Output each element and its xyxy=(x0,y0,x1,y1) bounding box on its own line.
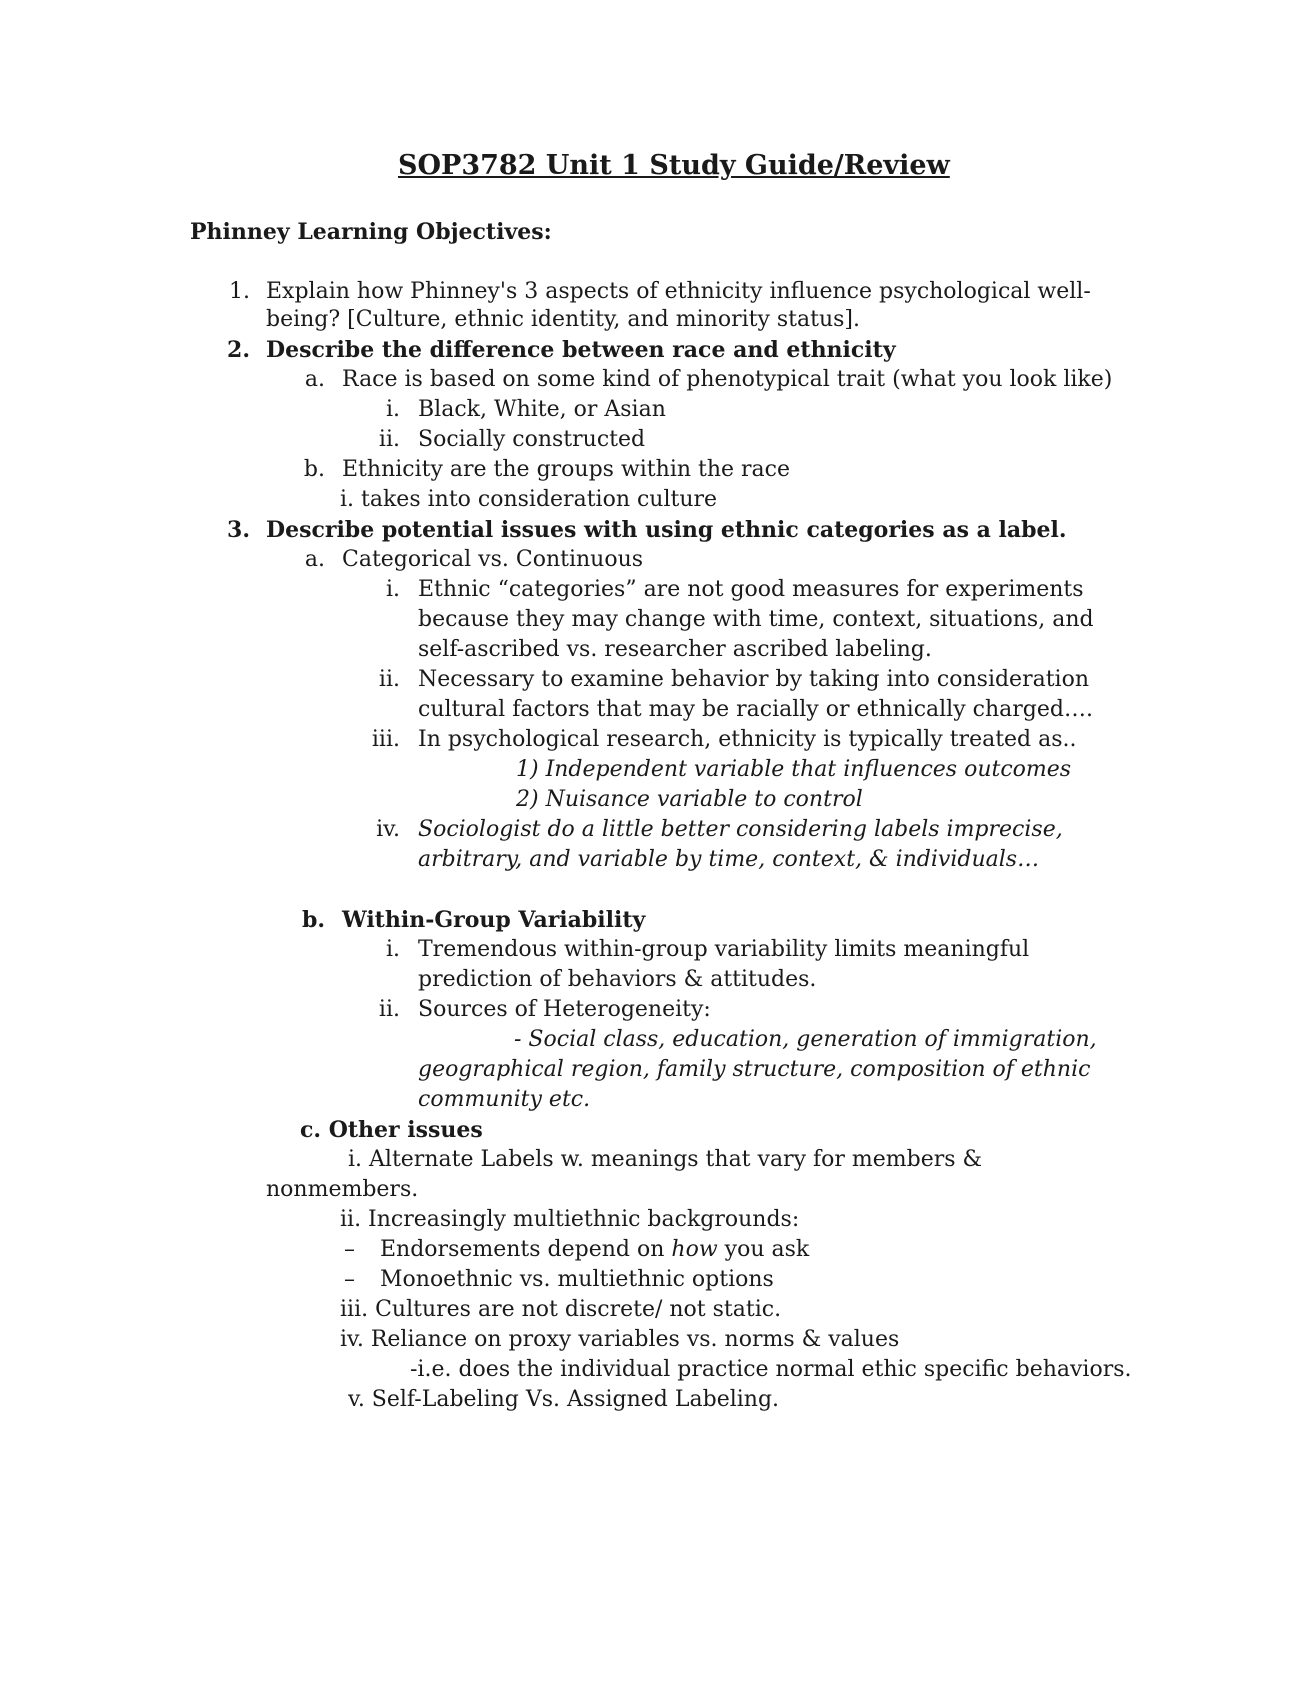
list-item-text: Endorsements depend on xyxy=(380,1237,672,1262)
objective-text: Explain how Phinney's 3 aspects of ethnicity influence psychological well- xyxy=(266,279,1091,304)
list-number: 3. xyxy=(227,517,250,543)
list-item-text: geographical region, family structure, composition of ethnic xyxy=(418,1057,1091,1082)
subsection-heading: c. Other issues xyxy=(300,1117,483,1143)
list-item-text: Ethnicity are the groups within the race xyxy=(342,457,791,482)
list-item-text: Tremendous within-group variability limits meaningful xyxy=(418,937,1030,962)
list-roman: ii. xyxy=(378,427,400,452)
list-roman: i. xyxy=(385,397,400,422)
list-roman: ii. xyxy=(378,997,400,1022)
list-letter: a. xyxy=(304,547,325,572)
list-item-text: iv. Reliance on proxy variables vs. norms & values xyxy=(340,1327,900,1352)
list-item-text: i. Alternate Labels w. meanings that vary for members & xyxy=(348,1147,983,1172)
list-item-text: - Social class, education, generation of immigration, xyxy=(514,1027,1097,1052)
objective-text: being? [Culture, ethnic identity, and minority status]. xyxy=(266,307,861,332)
dash-bullet: – xyxy=(344,1237,355,1262)
list-item-text: Socially constructed xyxy=(418,427,646,452)
dash-bullet: – xyxy=(344,1267,355,1292)
list-item-text: i. takes into consideration culture xyxy=(340,487,718,512)
list-item-text: Monoethnic vs. multiethnic options xyxy=(380,1267,774,1292)
document-title: SOP3782 Unit 1 Study Guide/Review xyxy=(398,150,950,181)
list-item-text: 2) Nuisance variable to control xyxy=(516,787,863,812)
list-item-text: community etc. xyxy=(418,1087,591,1112)
list-item-text: Race is based on some kind of phenotypical trait (what you look like) xyxy=(342,367,1113,392)
list-item-text: self-ascribed vs. researcher ascribed labeling. xyxy=(418,637,932,662)
list-letter: a. xyxy=(304,367,325,392)
list-number: 1. xyxy=(229,279,250,304)
list-roman: iv. xyxy=(376,817,400,842)
list-item-text: ii. Increasingly multiethnic backgrounds: xyxy=(340,1207,800,1232)
list-letter: b. xyxy=(301,907,325,933)
list-item-text: Sources of Heterogeneity: xyxy=(418,997,711,1022)
list-item-text: iii. Cultures are not discrete/ not static. xyxy=(340,1297,782,1322)
list-item-text: Necessary to examine behavior by taking into consideration xyxy=(418,667,1089,692)
list-item-text: because they may change with time, context, situations, and xyxy=(418,607,1094,632)
subsection-heading: Within-Group Variability xyxy=(342,907,646,933)
list-roman: i. xyxy=(385,937,400,962)
list-item-text: arbitrary, and variable by time, context, & individuals… xyxy=(418,847,1040,872)
list-item-text: cultural factors that may be racially or ethnically charged…. xyxy=(418,697,1093,722)
list-letter: b. xyxy=(303,457,325,482)
objective-heading: Describe potential issues with using ethnic categories as a label. xyxy=(266,517,1067,543)
section-heading: Phinney Learning Objectives: xyxy=(190,219,552,245)
list-item-text: Sociologist do a little better considering labels imprecise, xyxy=(418,817,1063,842)
list-roman: iii. xyxy=(371,727,400,752)
objective-heading: Describe the difference between race and ethnicity xyxy=(266,337,896,363)
list-item-text: prediction of behaviors & attitudes. xyxy=(418,967,817,992)
list-item-text: Black, White, or Asian xyxy=(418,397,666,422)
list-number: 2. xyxy=(227,337,250,363)
list-item-text: In psychological research, ethnicity is typically treated as.. xyxy=(418,727,1077,752)
list-roman: ii. xyxy=(378,667,400,692)
list-item-text: -i.e. does the individual practice normal ethic specific behaviors. xyxy=(410,1357,1132,1382)
emphasis-text: how xyxy=(671,1237,718,1262)
list-item-text: Categorical vs. Continuous xyxy=(342,547,644,572)
list-item-text: 1) Independent variable that influences outcomes xyxy=(516,757,1072,782)
list-item-text: nonmembers. xyxy=(266,1177,419,1202)
list-item-text xyxy=(380,1236,809,1264)
list-item-text: Ethnic “categories” are not good measures for experiments xyxy=(418,577,1084,602)
list-roman: i. xyxy=(385,577,400,602)
list-item-text: v. Self-Labeling Vs. Assigned Labeling. xyxy=(348,1387,780,1412)
list-item-text: you ask xyxy=(717,1237,810,1262)
